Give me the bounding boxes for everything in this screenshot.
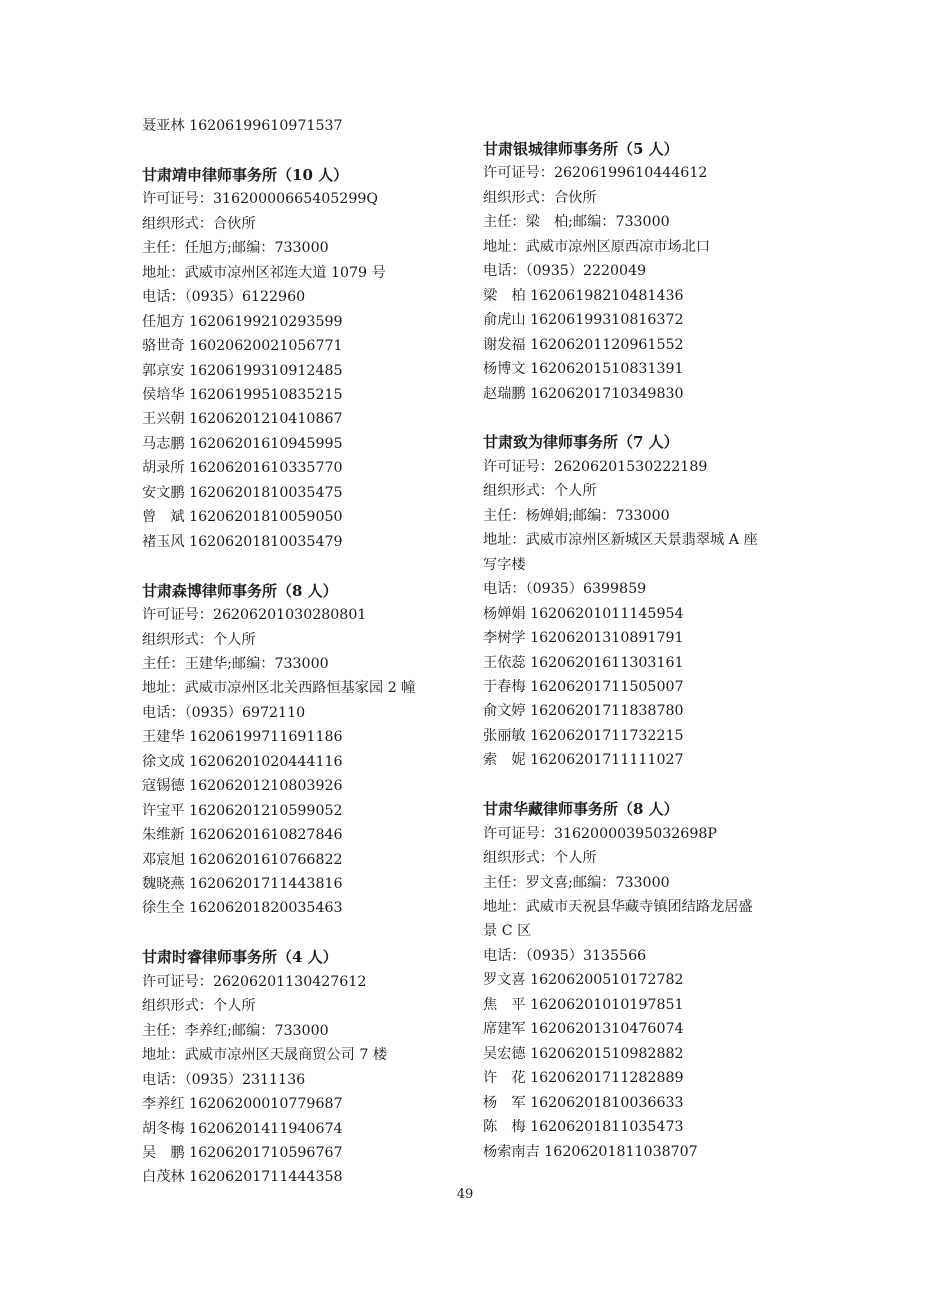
entry-line: 赵瑞鹏 16206201710349830 (483, 385, 684, 402)
entry-line: 地址：武威市天祝县华藏寺镇团结路龙居盛 (483, 899, 753, 915)
entry-line: 俞文婷 16206201711838780 (483, 703, 684, 720)
entry-line: 徐生全 16206201820035463 (142, 900, 343, 917)
entry-line: 席建军 16206201310476074 (483, 1021, 684, 1038)
entry-line: 李树学 16206201310891791 (483, 630, 684, 646)
entry-line: 梁 柏 16206198210481436 (483, 287, 684, 304)
entry-line: 郭京安 16206199310912485 (142, 362, 343, 379)
firm-heading: 甘肃银城律师事务所（5 人） (483, 140, 679, 158)
entry-line: 组织形式：合伙所 (142, 215, 256, 232)
firm-heading: 甘肃华藏律师事务所（8 人） (483, 800, 679, 819)
firm-heading: 甘肃致为律师事务所（7 人） (483, 433, 679, 452)
page-number: 49 (456, 1187, 474, 1202)
entry-line: 焦 平 16206201010197851 (483, 996, 684, 1013)
entry-line: 谢发福 16206201120961552 (483, 336, 684, 353)
entry-line: 胡录所 16206201610335770 (142, 460, 343, 477)
entry-line: 许可证号：26206199610444612 (483, 165, 708, 182)
entry-line: 主任：杨婵娟;邮编：733000 (483, 507, 670, 524)
entry-line: 组织形式：个人所 (142, 998, 256, 1015)
entry-line: 地址：武威市凉州区原西凉市场北口 (483, 238, 711, 255)
entry-line: 任旭方 16206199210293599 (142, 313, 343, 330)
firm-heading: 甘肃靖申律师事务所（10 人） (142, 165, 349, 184)
entry-line: 电话：（0935）6972110 (142, 704, 306, 721)
entry-line: 电话：（0935）6399859 (483, 581, 647, 598)
entry-line: 曾 斌 16206201810059050 (142, 509, 343, 526)
entry-line: 杨 军 16206201810036633 (483, 1094, 684, 1111)
firm-heading: 甘肃时睿律师事务所（4 人） (142, 948, 338, 967)
entry-line: 组织形式：个人所 (483, 483, 597, 500)
entry-line: 安文鹏 16206201810035475 (142, 484, 343, 501)
entry-line: 邓宸旭 16206201610766822 (142, 851, 343, 868)
entry-line: 张丽敏 16206201711732215 (483, 727, 684, 744)
entry-line: 罗文喜 16206200510172782 (483, 972, 684, 989)
entry-line: 许可证号：31620000665405299Q (142, 191, 379, 208)
entry-line: 电话：（0935）3135566 (483, 947, 647, 964)
entry-line: 陈 梅 16206201811035473 (483, 1119, 684, 1135)
entry-line: 王依蕊 16206201611303161 (483, 654, 684, 671)
entry-line: 侯培华 16206199510835215 (142, 386, 343, 403)
entry-line: 索 妮 16206201711111027 (483, 752, 684, 769)
firm-heading: 甘肃森博律师事务所（8 人） (142, 581, 338, 600)
entry-line: 地址：武威市凉州区祁连大道 1079 号 (142, 264, 386, 281)
entry-line: 聂亚林 16206199610971537 (142, 118, 343, 134)
entry-line: 电话：（0935）2311136 (142, 1071, 306, 1088)
entry-line: 魏晓燕 16206201711443816 (142, 876, 343, 892)
entry-line: 写字楼 (483, 556, 526, 573)
entry-line: 褚玉风 16206201810035479 (142, 533, 343, 550)
entry-line: 骆世奇 16020620021056771 (142, 338, 343, 354)
entry-line: 许宝平 16206201210599052 (142, 802, 343, 819)
entry-line: 许可证号：26206201130427612 (142, 973, 367, 990)
entry-line: 主任：王建华;邮编：733000 (142, 655, 329, 672)
entry-line: 地址：武威市凉州区新城区天景翡翠城 A 座 (483, 532, 758, 549)
entry-line: 吴 鹏 16206201710596767 (142, 1144, 343, 1161)
entry-line: 主任：任旭方;邮编：733000 (142, 240, 329, 257)
entry-line: 胡冬梅 16206201411940674 (142, 1120, 343, 1137)
entry-line: 李养红 16206200010779687 (142, 1096, 343, 1112)
entry-line: 景 C 区 (483, 923, 532, 940)
entry-line: 寇锡德 16206201210803926 (142, 778, 343, 795)
entry-line: 许 花 16206201711282889 (483, 1070, 684, 1087)
entry-line: 电话：（0935）6122960 (142, 289, 306, 306)
entry-line: 吴宏德 16206201510982882 (483, 1045, 684, 1062)
entry-line: 主任：梁 柏;邮编：733000 (483, 214, 670, 231)
entry-line: 组织形式：个人所 (483, 850, 597, 867)
entry-line: 俞虎山 16206199310816372 (483, 312, 684, 329)
entry-line: 白茂林 16206201711444358 (142, 1169, 343, 1186)
entry-line: 杨婵娟 16206201011145954 (483, 605, 684, 622)
entry-line: 主任：李养红;邮编：733000 (142, 1022, 329, 1039)
entry-line: 许可证号：26206201030280801 (142, 607, 367, 623)
entry-line: 主任：罗文喜;邮编：733000 (483, 874, 670, 891)
entry-line: 朱维新 16206201610827846 (142, 827, 343, 844)
entry-line: 地址：武威市凉州区天晟商贸公司 7 楼 (142, 1047, 388, 1064)
entry-line: 马志鹏 16206201610945995 (142, 435, 343, 452)
entry-line: 杨索南吉 16206201811038707 (483, 1143, 698, 1160)
entry-line: 王兴朝 16206201210410867 (142, 411, 343, 428)
entry-line: 组织形式：合伙所 (483, 189, 597, 206)
entry-line: 电话：（0935）2220049 (483, 263, 647, 280)
entry-line: 于春梅 16206201711505007 (483, 678, 684, 695)
entry-line: 徐文成 16206201020444116 (142, 753, 343, 770)
entry-line: 许可证号：26206201530222189 (483, 458, 708, 475)
entry-line: 王建华 16206199711691186 (142, 729, 343, 746)
entry-line: 许可证号：31620000395032698P (483, 825, 717, 842)
entry-line: 组织形式：个人所 (142, 631, 256, 648)
entry-line: 杨博文 16206201510831391 (483, 361, 684, 377)
entry-line: 地址：武威市凉州区北关西路恒基家园 2 幢 (142, 680, 416, 697)
